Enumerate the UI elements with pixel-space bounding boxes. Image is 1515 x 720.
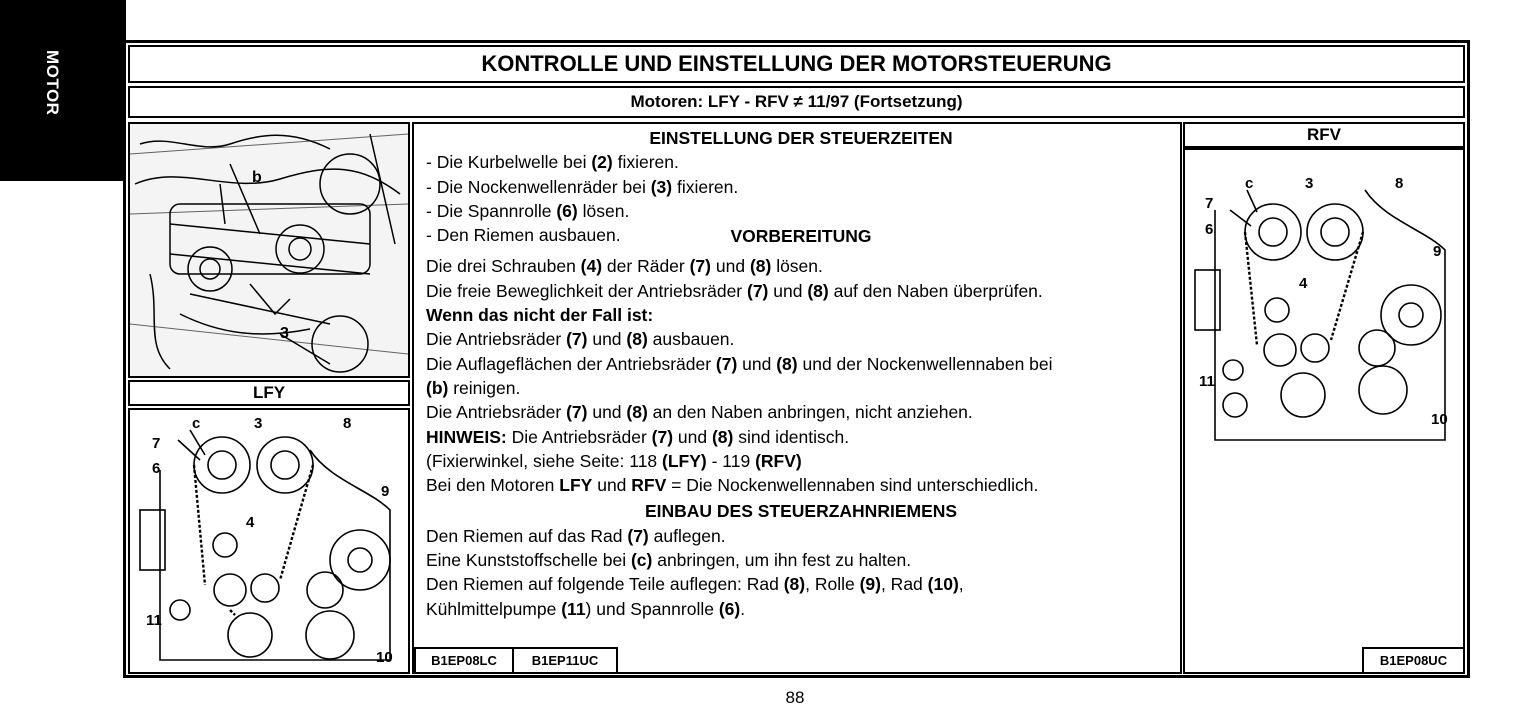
line-11: Den Riemen auf das Rad (7) auflegen.: [426, 525, 726, 546]
rfv-callout-6: 6: [1205, 221, 1214, 238]
lfy-callout-3: 3: [254, 415, 263, 432]
rfv-callout-c: c: [1245, 175, 1254, 192]
line-13: Den Riemen auf folgende Teile auflegen: Rad (8), Rolle (9), Rad (10),: [426, 574, 964, 595]
rfv-label: RFV: [1183, 122, 1465, 148]
lfy-callout-10: 10: [376, 649, 393, 666]
lfy-callout-8: 8: [343, 415, 352, 432]
step-4: - Den Riemen ausbauen. VORBEREITUNG: [426, 223, 1176, 247]
instructions: [426, 126, 1176, 621]
page-subtitle: Motoren: LFY - RFV ≠ 11/97 (Fortsetzung): [128, 86, 1465, 118]
figure-code-lfy-photo: B1EP11UC: [512, 647, 618, 674]
rfv-callout-4: 4: [1299, 275, 1308, 292]
rfv-diagram-panel: [1183, 148, 1465, 674]
rfv-callout-3: 3: [1305, 175, 1314, 192]
line-3: Wenn das nicht der Fall ist:: [426, 305, 654, 326]
lfy-callout-4: 4: [246, 514, 255, 531]
lfy-diagram-panel: [128, 408, 410, 674]
line-4: Die Antriebsräder (7) und (8) ausbauen.: [426, 329, 735, 350]
heading-einbau: EINBAU DES STEUERZAHNRIEMENS: [644, 501, 958, 522]
line-5: Die Auflageflächen der Antriebsräder (7) und (8) und der Nockenwellennaben bei: [426, 353, 1053, 374]
line-8: HINWEIS: Die Antriebsräder (7) und (8) sind identisch.: [426, 426, 850, 447]
step-1: - Die Kurbelwelle bei (2) fixieren.: [426, 152, 679, 173]
lfy-photo-panel: [128, 122, 410, 378]
section-tab: [0, 0, 126, 181]
photo-callout-b: b: [252, 169, 262, 186]
lfy-callout-6: 6: [152, 460, 161, 477]
rfv-callout-10: 10: [1431, 411, 1448, 428]
line-9: (Fixierwinkel, siehe Seite: 118 (LFY) - 119 (RFV): [426, 450, 802, 471]
rfv-callout-11: 11: [1199, 373, 1215, 390]
step-2: - Die Nockenwellenräder bei (3) fixieren.: [426, 176, 739, 197]
figure-code-lfy-diagram: B1EP08LC: [414, 647, 514, 674]
lfy-timing-belt-diagram: [130, 410, 408, 672]
lfy-label: LFY: [128, 380, 410, 406]
heading-vorbereitung: VORBEREITUNG: [730, 226, 872, 247]
figure-code-rfv: B1EP08UC: [1362, 647, 1465, 674]
engine-photo-illustration: [130, 124, 408, 376]
rfv-callout-8: 8: [1395, 175, 1404, 192]
lfy-callout-c: c: [192, 415, 201, 432]
step-3: - Die Spannrolle (6) lösen.: [426, 200, 630, 221]
line-12: Eine Kunststoffschelle bei (c) anbringen, um ihn fest zu halten.: [426, 550, 912, 571]
line-7: Die Antriebsräder (7) und (8) an den Naben anbringen, nicht anziehen.: [426, 402, 973, 423]
line-10: Bei den Motoren LFY und RFV = Die Nockenwellennaben sind unterschiedlich.: [426, 475, 1039, 496]
heading-steuerzeiten: EINSTELLUNG DER STEUERZEITEN: [649, 128, 953, 148]
rfv-callout-7: 7: [1205, 195, 1214, 212]
line-1: Die drei Schrauben (4) der Räder (7) und (8) lösen.: [426, 256, 823, 277]
lfy-callout-11: 11: [146, 612, 162, 629]
line-6: (b) reinigen.: [426, 377, 521, 398]
lfy-callout-9: 9: [381, 483, 390, 500]
line-2: Die freie Beweglichkeit der Antriebsräder (7) und (8) auf den Naben überprüfen.: [426, 280, 1043, 301]
rfv-callout-9: 9: [1433, 243, 1442, 260]
section-tab-label: MOTOR: [43, 50, 62, 116]
photo-callout-3: 3: [280, 325, 289, 342]
lfy-callout-7: 7: [152, 435, 161, 452]
rfv-timing-belt-diagram: [1185, 150, 1463, 450]
page-title: KONTROLLE UND EINSTELLUNG DER MOTORSTEUERUNG: [128, 45, 1465, 83]
page-number: 88: [785, 688, 805, 707]
line-14: Kühlmittelpumpe (11) und Spannrolle (6).: [426, 598, 746, 619]
